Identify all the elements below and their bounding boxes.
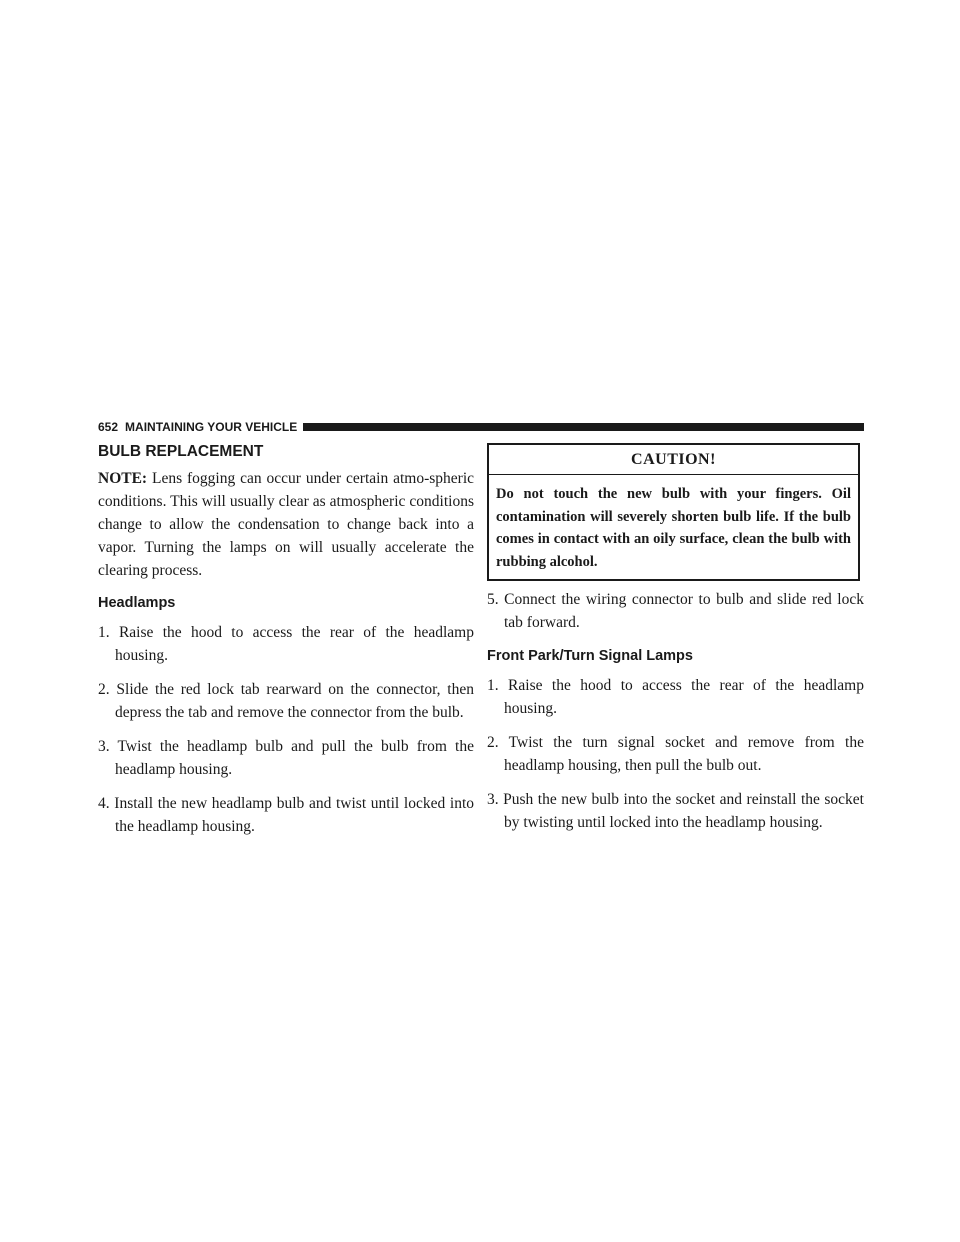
note-label: NOTE: xyxy=(98,470,148,487)
right-column xyxy=(487,443,864,834)
caution-box xyxy=(487,443,860,581)
headlamps-steps-continued xyxy=(487,588,864,634)
list-item: 2. Twist the turn signal socket and remove from the headlamp housing, then pull the bulb out. xyxy=(487,734,864,774)
header-rule xyxy=(303,423,864,431)
list-item: 2. Slide the red lock tab rearward on the connector, then depress the tab and remove the connector from the bulb. xyxy=(98,681,474,721)
note-paragraph xyxy=(98,467,474,582)
list-item: 3. Push the new bulb into the socket and reinstall the socket by twisting until locked into the headlamp housing. xyxy=(487,791,864,831)
headlamps-steps xyxy=(98,621,474,838)
park-turn-heading: Front Park/Turn Signal Lamps xyxy=(487,648,693,664)
left-column xyxy=(98,443,474,838)
list-item: 4. Install the new headlamp bulb and twist until locked into the headlamp housing. xyxy=(98,795,474,835)
list-item: 1. Raise the hood to access the rear of the headlamp housing. xyxy=(98,624,474,664)
page-number: 652 xyxy=(98,420,119,434)
note-text: Lens fogging can occur under certain atmo-spheric conditions. This will usually clear as atmospheric conditions change to allow the condensation to change back into a vapor. Turning the lamps on will usually accelerate the clearing process. xyxy=(98,470,475,579)
list-item: 3. Twist the headlamp bulb and pull the bulb from the headlamp housing. xyxy=(98,738,474,778)
list-item: 5. Connect the wiring connector to bulb and slide red lock tab forward. xyxy=(487,591,864,631)
caution-title: CAUTION! xyxy=(489,445,858,475)
caution-text: Do not touch the new bulb with your fingers. Oil contamination will severely shorten bulb life. If the bulb comes in contact with an oily surface, clean the bulb with rubbing alcohol. xyxy=(496,486,851,570)
section-title: MAINTAINING YOUR VEHICLE xyxy=(125,420,298,434)
headlamps-heading: Headlamps xyxy=(98,595,176,611)
park-turn-steps xyxy=(487,674,864,834)
section-heading: BULB REPLACEMENT xyxy=(98,443,264,460)
page-header xyxy=(98,419,864,435)
list-item: 1. Raise the hood to access the rear of the headlamp housing. xyxy=(487,677,864,717)
